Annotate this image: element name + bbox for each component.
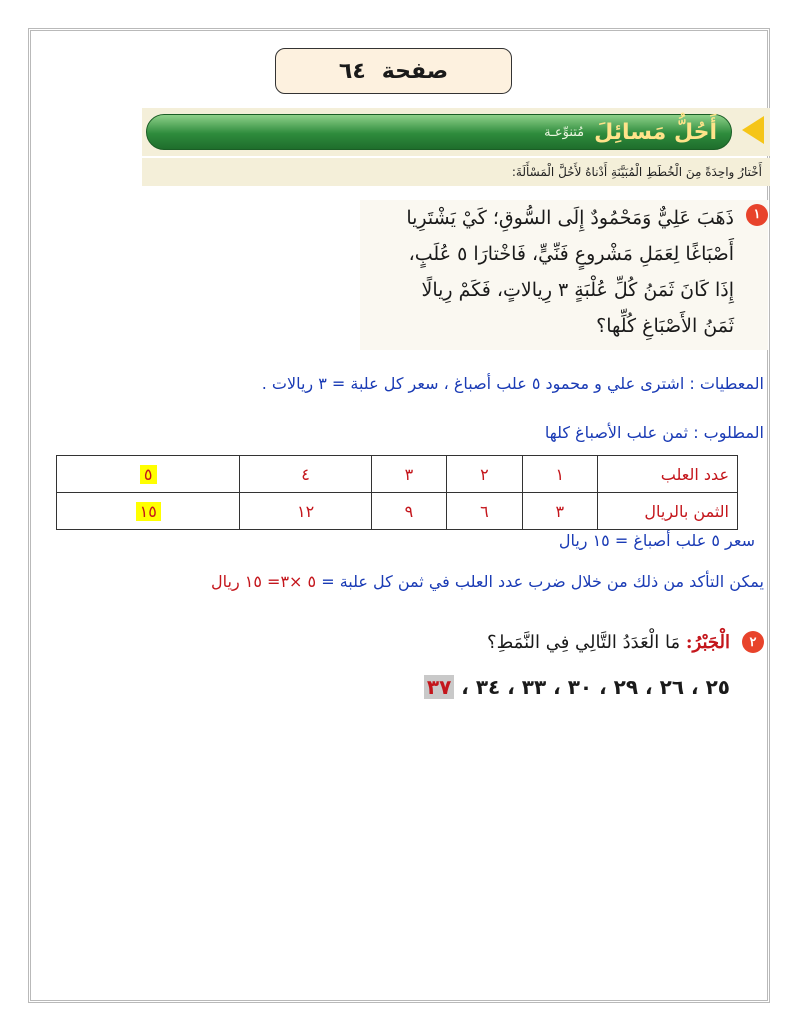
section-subtitle: مُتنوِّعـة — [544, 124, 585, 140]
table-cell: ٦ — [447, 493, 522, 530]
verify-equation: ٥ ×٣= ١٥ ريال — [211, 572, 317, 591]
table-cell — [57, 493, 240, 530]
verify-text: يمكن التأكد من ذلك من خلال ضرب عدد العلب في ثمن كل علبة = — [316, 572, 764, 591]
question-2-line — [344, 625, 730, 661]
required-line: المطلوب : ثمن علب الأصباغ كلها — [544, 423, 764, 442]
section-title: أَحُلُّ مَسائِلَ — [594, 119, 717, 145]
highlighted-value: ٥ — [140, 465, 157, 484]
table-row — [57, 493, 738, 530]
table-row — [57, 456, 738, 493]
table-cell — [57, 456, 240, 493]
table-cell: ٣ — [371, 456, 446, 493]
page-title — [275, 48, 512, 94]
sequence-answer: ٣٧ — [424, 675, 454, 699]
question-number-badge: ٢ — [742, 631, 764, 653]
arrow-icon — [742, 116, 764, 144]
sequence-numbers: ٢٥ ، ٢٦ ، ٢٩ ، ٣٠ ، ٣٣ ، ٣٤ ، — [461, 675, 730, 699]
row-label: الثمن بالريال — [598, 493, 738, 530]
page-word: صفحة — [381, 58, 449, 84]
row-label: عدد العلب — [598, 456, 738, 493]
givens-line: المعطيات : اشترى علي و محمود ٥ علب أصباغ ، سعر كل علبة = ٣ ريالات . — [261, 374, 764, 393]
price-table — [56, 455, 738, 530]
question-2-label: الْجَبْرُ: — [685, 632, 730, 653]
instruction-strip — [142, 158, 770, 186]
table-cell: ١ — [522, 456, 597, 493]
sequence-line — [424, 675, 730, 699]
section-banner-wrap — [142, 108, 770, 156]
table-cell: ١٢ — [240, 493, 371, 530]
section-banner — [146, 114, 732, 150]
question-number-badge: ١ — [746, 204, 768, 226]
table-cell: ٤ — [240, 456, 371, 493]
question-2 — [344, 625, 764, 665]
result-line: سعر ٥ علب أصباغ = ١٥ ريال — [558, 531, 755, 550]
highlighted-value: ١٥ — [136, 502, 161, 521]
question-1 — [360, 200, 768, 350]
table-cell: ٢ — [447, 456, 522, 493]
verify-line — [211, 572, 764, 591]
table-cell: ٩ — [371, 493, 446, 530]
question-1-text: ذَهَبَ عَلِيٌّ وَمَحْمُودٌ إِلَى السُّوقِ؛ كَيْ يَشْتَرِيا أَصْبَاغًا لِعَمَلِ مَشْروعٍ فَنِّيٍّ، فَاخْتارَا ٥ عُلَبٍ، إِذَا كَانَ ثَمَنُ كُلِّ عُلْبَةٍ ٣ رِيالاتٍ، فَكَمْ رِيالًا ثَمَنُ الأَصْبَاغِ كُلِّها؟ — [406, 207, 734, 337]
page-number: ٦٤ — [338, 58, 366, 84]
question-2-text: مَا الْعَدَدُ التَّالِي فِي النَّمَطِ؟ — [487, 632, 681, 653]
instruction-text: أَخْتارُ واحِدَةً مِنَ الْخُطَطِ الْمُبَيَّنَةِ أَدْناهُ لأَحُلَّ الْمَسْأَلَةَ: — [511, 165, 762, 179]
table-cell: ٣ — [522, 493, 597, 530]
